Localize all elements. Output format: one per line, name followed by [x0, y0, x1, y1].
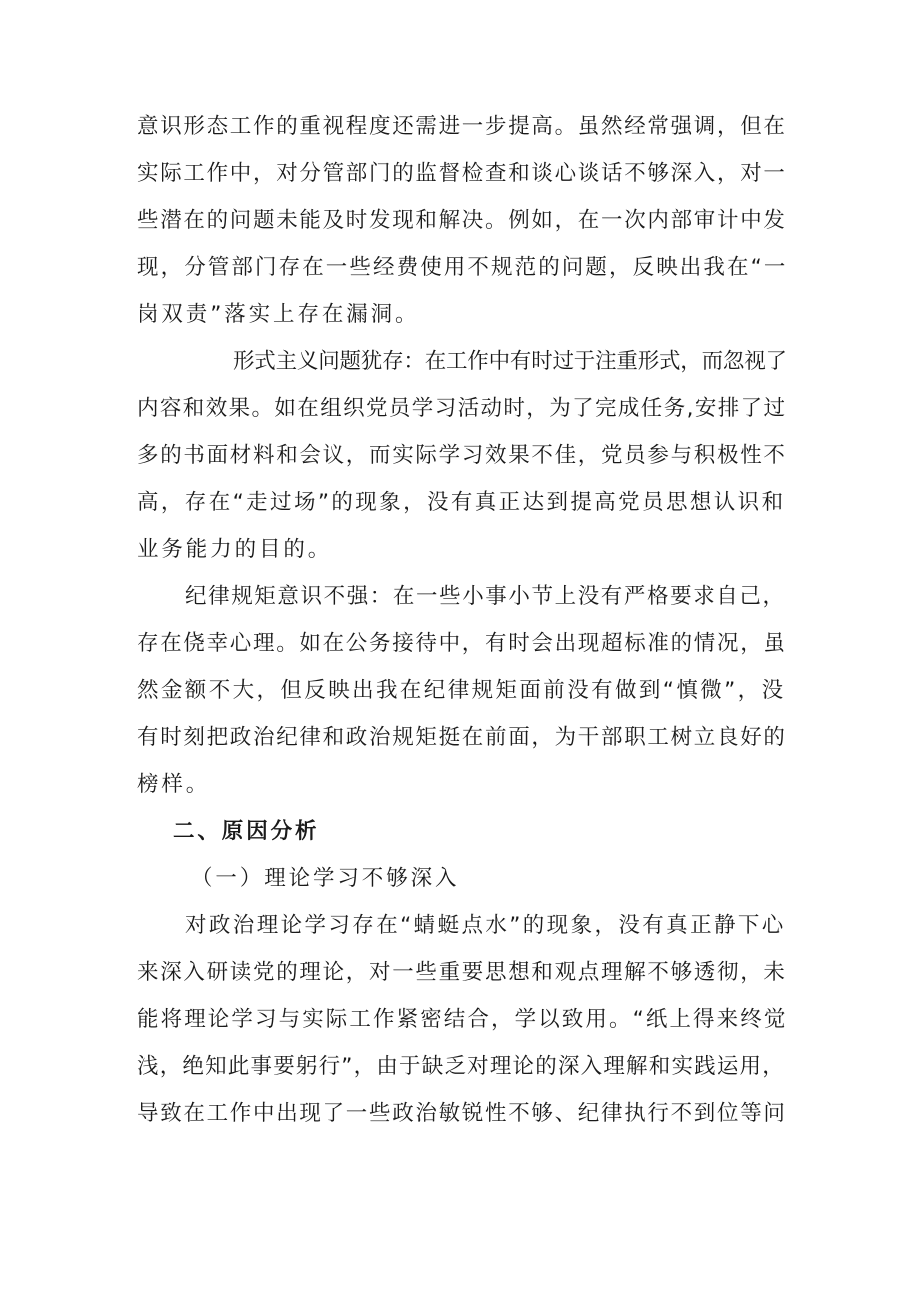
paragraph-discipline: [137, 573, 787, 808]
text-line: 高，存在“走过场”的现象，没有真正达到提高党员思想认识和: [137, 490, 786, 515]
subheading-text: （一）理论学习不够深入: [191, 866, 460, 891]
text-line: 对政治理论学习存在“蜻蜓点水”的现象，没有真正静下心: [185, 913, 786, 938]
text-line: 存在侥幸心理。如在公务接待中，有时会出现超标准的情况，虽: [137, 631, 787, 656]
text-line: 业务能力的目的。: [137, 537, 333, 562]
subsection-heading: [137, 855, 787, 902]
text-line: 来深入研读党的理论，对一些重要思想和观点理解不够透彻，未: [137, 960, 787, 985]
text-line: 形式主义问题犹存：在工作中有时过于注重形式，而忽视了: [233, 349, 787, 374]
text-line: 实际工作中，对分管部门的监督检查和谈心谈话不够深入，对一: [137, 161, 787, 186]
text-line: 些潜在的问题未能及时发现和解决。例如，在一次内部审计中发: [137, 208, 787, 233]
heading-text: 二、原因分析: [173, 819, 320, 844]
paragraph-theory-study: [137, 902, 787, 1137]
text-line: 然金额不大，但反映出我在纪律规矩面前没有做到“慎微”，没: [137, 678, 786, 703]
document-body: [137, 103, 787, 1137]
text-line: 多的书面材料和会议，而实际学习效果不佳，党员参与积极性不: [137, 443, 787, 468]
text-line: 纪律规矩意识不强：在一些小事小节上没有严格要求自己，: [185, 584, 786, 609]
paragraph-formalism: [137, 338, 787, 573]
text-line: 榜样。: [137, 772, 211, 797]
paragraph-continuation: [137, 103, 787, 338]
text-line: 浅，绝知此事要躬行”，由于缺乏对理论的深入理解和实践运用，: [137, 1054, 785, 1079]
text-line: 导致在工作中出现了一些政治敏锐性不够、纪律执行不到位等问: [137, 1101, 787, 1126]
section-heading: [137, 808, 787, 855]
text-line: 岗双责”落实上存在漏洞。: [137, 302, 420, 327]
text-line: 现，分管部门存在一些经费使用不规范的问题，反映出我在“一: [137, 255, 788, 280]
text-line: 内容和效果。如在组织党员学习活动时，为了完成任务,安排了过: [137, 396, 787, 421]
text-line: 意识形态工作的重视程度还需进一步提高。虽然经常强调，但在: [137, 114, 787, 139]
text-line: 能将理论学习与实际工作紧密结合，学以致用。“纸上得来终觉: [137, 1007, 788, 1032]
text-line: 有时刻把政治纪律和政治规矩挺在前面，为干部职工树立良好的: [137, 725, 787, 750]
